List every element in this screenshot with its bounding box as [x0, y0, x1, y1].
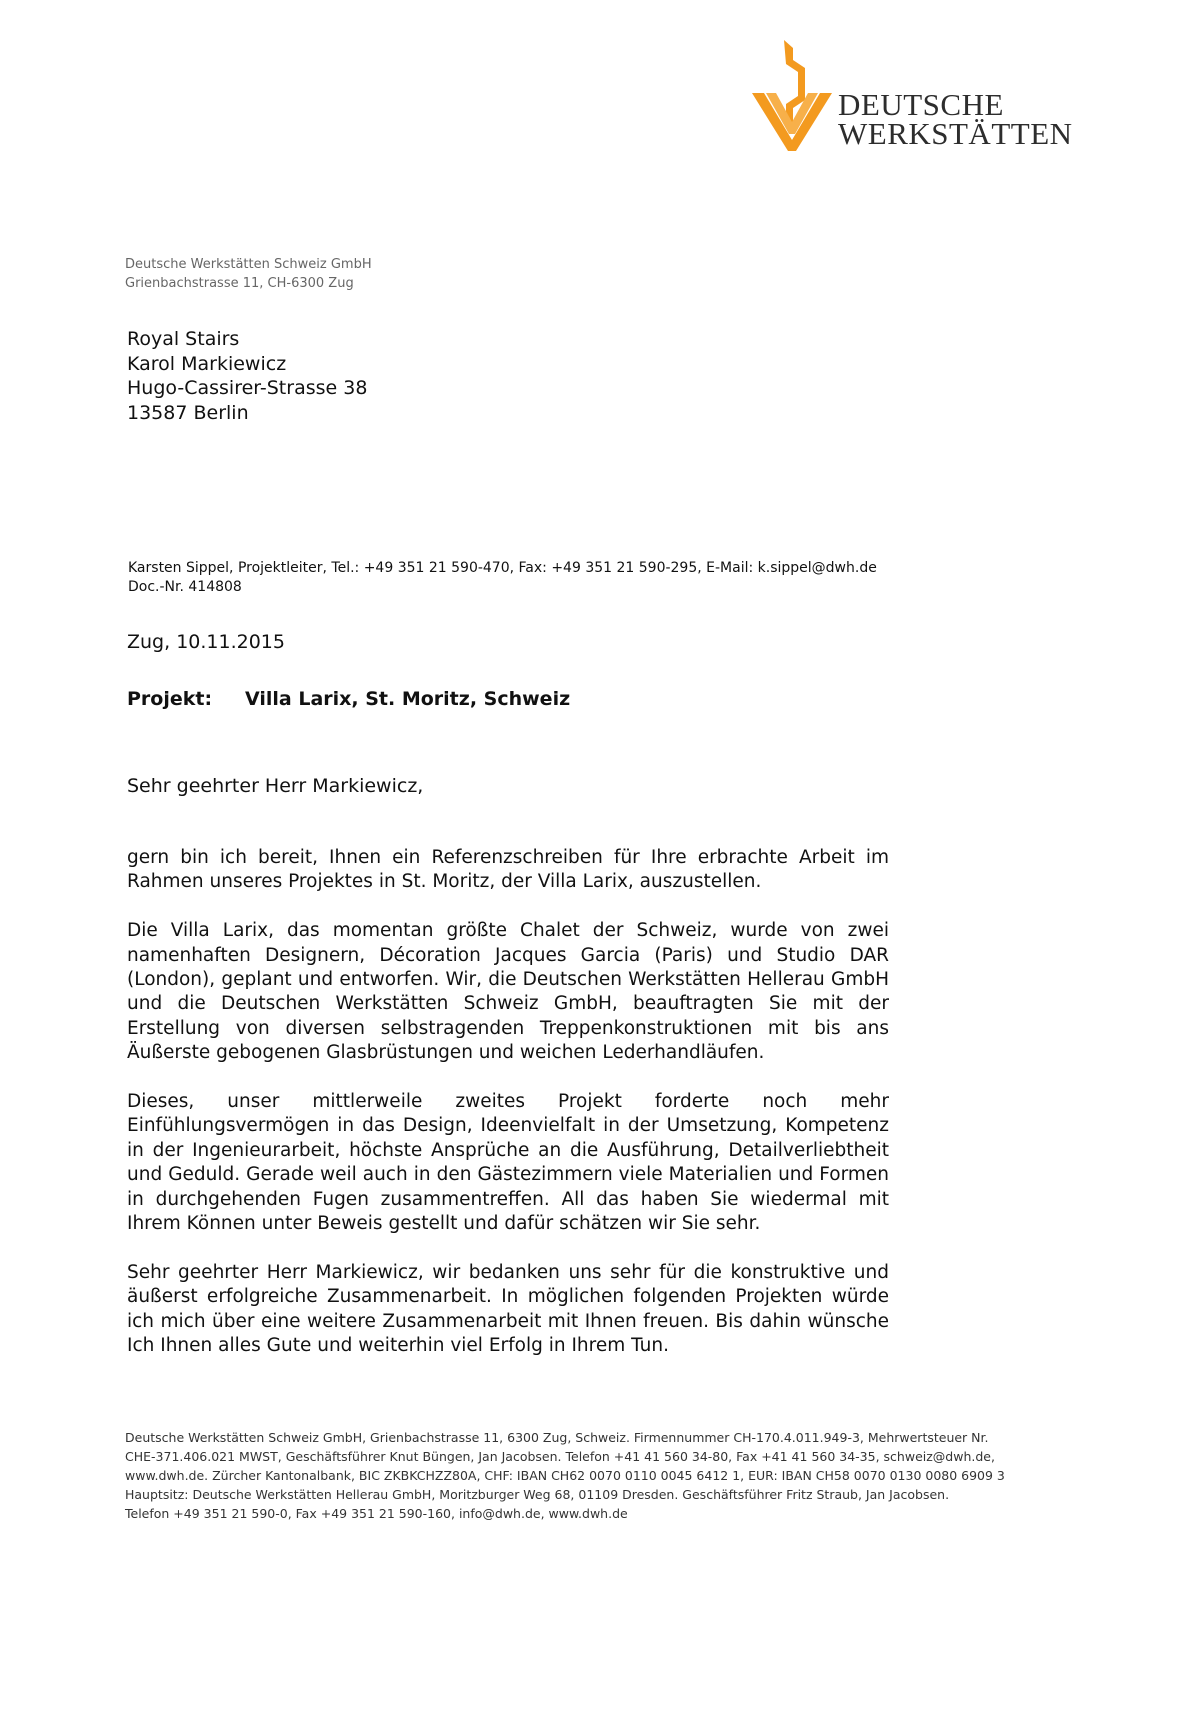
- letter-date: Zug, 10.11.2015: [127, 631, 285, 653]
- contact-line: Karsten Sippel, Projektleiter, Tel.: +49 351 21 590-470, Fax: +49 351 21 590-295, E-Mail: k.sippel@dwh.de: [128, 560, 877, 576]
- footer-line-3: www.dwh.de. Zürcher Kantonalbank, BIC ZKBKCHZZ80A, CHF: IBAN CH62 0070 0110 0045 6412 1, EUR: IBAN CH58 0070 0130 0080 6909 3: [125, 1468, 1005, 1483]
- subject-label: Projekt:: [127, 688, 213, 710]
- footer-line-2: CHE-371.406.021 MWST, Geschäftsführer Knut Büngen, Jan Jacobsen. Telefon +41 41 560 34-80, Fax +41 41 560 34-35, schweiz@dwh.de,: [125, 1449, 995, 1464]
- company-logo: [748, 38, 1073, 158]
- logo-line-1: DEUTSCHE: [838, 87, 1004, 122]
- paragraph-1: gern bin ich bereit, Ihnen ein Referenzschreiben für Ihre erbrachte Arbeit im Rahmen unseres Projektes in St. Moritz, der Villa Larix, auszustellen.: [127, 847, 889, 893]
- recipient-address: [127, 327, 367, 425]
- recipient-name: Karol Markiewicz: [127, 352, 287, 375]
- paragraph-2: Die Villa Larix, das momentan größte Chalet der Schweiz, wurde von zwei namenhaften Designern, Décoration Jacques Garcia (Paris) und Studio DAR (London), geplant und entworfen. Wir, die Deutschen Werkstätten Hellerau GmbH und die Deutschen Werkstätten Schweiz GmbH, beauftragten Sie mit der Erstellung von diversen selbstragenden Treppenkonstruktionen mit bis ans Äußerste gebogenen Glasbrüstungen und weichen Lederhandläufen.: [127, 920, 889, 1064]
- letter-body: [127, 846, 889, 1383]
- footer-line-1: Deutsche Werkstätten Schweiz GmbH, Grienbachstrasse 11, 6300 Zug, Schweiz. Firmennummer CH-170.4.011.949-3, Mehrwertsteuer Nr.: [125, 1430, 989, 1445]
- paragraph-4: Sehr geehrter Herr Markiewicz, wir bedanken uns sehr für die konstruktive und äußerst erfolgreiche Zusammenarbeit. In möglichen folgenden Projekten würde ich mich über eine weitere Zusammenarbeit mit Ihnen freuen. Bis dahin wünsche Ich Ihnen alles Gute und weiterhin viel Erfolg in Ihrem Tun.: [127, 1261, 889, 1357]
- subject-line: [127, 687, 570, 711]
- recipient-company: Royal Stairs: [127, 328, 240, 350]
- sender-line-1: Deutsche Werkstätten Schweiz GmbH: [125, 257, 372, 272]
- footer-line-5: Telefon +49 351 21 590-0, Fax +49 351 21 590-160, info@dwh.de, www.dwh.de: [125, 1506, 628, 1521]
- logo-line-2: WERKSTÄTTEN: [838, 116, 1073, 151]
- paragraph-3: Dieses, unser mittlerweile zweites Projekt forderte noch mehr Einfühlungsvermögen in das Design, Ideenvielfalt in der Umsetzung, Kompetenz in der Ingenieurarbeit, höchste Ansprüche an die Ausführung, Detailverliebtheit und Geduld. Gerade weil auch in den Gästezimmern viele Materialien und Formen in durchgehenden Fugen zusammentreffen. All das haben Sie wiedermal mit Ihrem Können unter Beweis gestellt und dafür schätzen wir Sie sehr.: [127, 1091, 889, 1235]
- contact-info: [128, 559, 877, 597]
- letter-footer: [125, 1428, 1015, 1523]
- footer-line-4: Hauptsitz: Deutsche Werkstätten Hellerau GmbH, Moritzburger Weg 68, 01109 Dresden. Geschäftsführer Fritz Straub, Jan Jacobsen.: [125, 1487, 950, 1502]
- recipient-city: 13587 Berlin: [127, 401, 249, 424]
- sender-line-2: Grienbachstrasse 11, CH-6300 Zug: [125, 276, 354, 291]
- logo-wordmark: [838, 87, 1073, 151]
- subject-value: Villa Larix, St. Moritz, Schweiz: [245, 688, 571, 710]
- recipient-street: Hugo-Cassirer-Strasse 38: [127, 377, 368, 399]
- salutation: Sehr geehrter Herr Markiewicz,: [127, 775, 424, 797]
- document-number: Doc.-Nr. 414808: [128, 579, 242, 595]
- sender-address: [125, 255, 372, 293]
- logo-mark-icon: [748, 38, 840, 153]
